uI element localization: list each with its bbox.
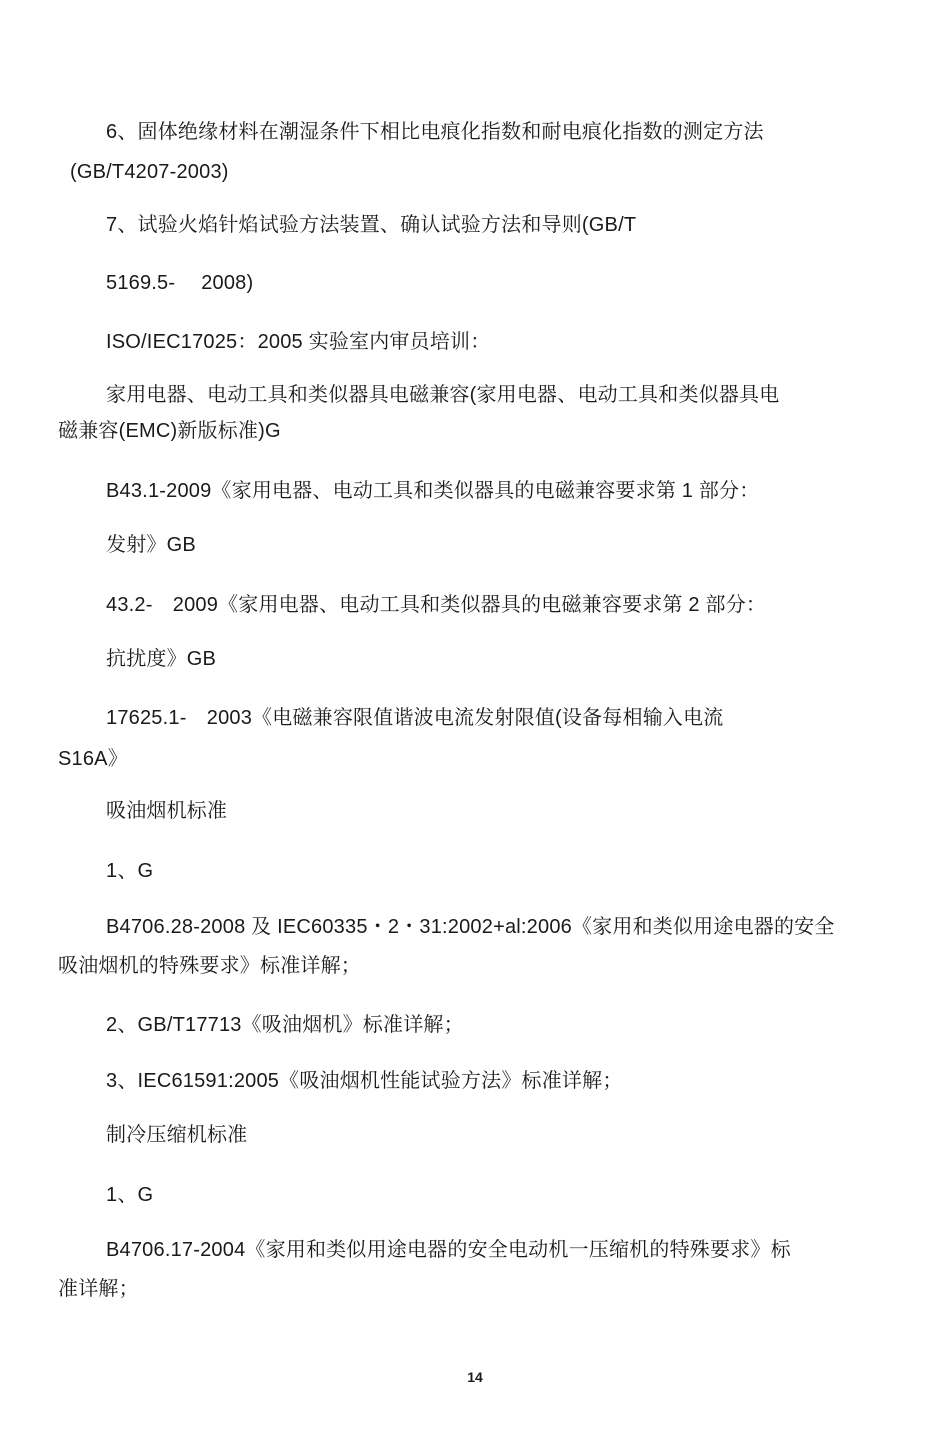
- paragraph-line: B4706.17-2004《家用和类似用途电器的安全电动机一压缩机的特殊要求》标: [106, 1239, 791, 1261]
- paragraph-line: S16A》: [58, 748, 128, 770]
- paragraph-line: B43.1-2009《家用电器、电动工具和类似器具的电磁兼容要求第 1 部分：: [106, 480, 760, 502]
- paragraph-line: 家用电器、电动工具和类似器具电磁兼容(家用电器、电动工具和类似器具电: [106, 384, 780, 406]
- paragraph-line: 1、G: [106, 1184, 154, 1206]
- section-heading: 制冷压缩机标准: [106, 1124, 248, 1146]
- paragraph-line: ISO/IEC17025：2005 实验室内审员培训：: [106, 331, 491, 353]
- paragraph-line: 17625.1- 2003《电磁兼容限值谐波电流发射限值(设备每相输入电流: [106, 707, 724, 729]
- section-heading: 吸油烟机标准: [106, 800, 228, 822]
- paragraph-line: 1、G: [106, 860, 154, 882]
- paragraph-line: 抗扰度》GB: [106, 648, 217, 670]
- paragraph-line: 7、试验火焰针焰试验方法装置、确认试验方法和导则(GB/T: [106, 214, 637, 236]
- paragraph-line: 磁兼容(EMC)新版标准)G: [58, 420, 281, 442]
- paragraph-line: B4706.28-2008 及 IEC60335・2・31:2002+al:2006《家用和类似用途电器的安全: [106, 916, 835, 938]
- paragraph-line: 3、IEC61591:2005《吸油烟机性能试验方法》标准详解；: [106, 1070, 623, 1092]
- paragraph-line: (GB/T4207-2003): [70, 161, 229, 183]
- paragraph-line: 6、固体绝缘材料在潮湿条件下相比电痕化指数和耐电痕化指数的测定方法: [106, 121, 764, 143]
- paragraph-line: 发射》GB: [106, 534, 196, 556]
- paragraph-line: 43.2- 2009《家用电器、电动工具和类似器具的电磁兼容要求第 2 部分：: [106, 594, 767, 616]
- paragraph-line: 5169.5- 2008): [106, 272, 254, 294]
- paragraph-line: 吸油烟机的特殊要求》标准详解；: [58, 955, 361, 977]
- page-number: 14: [467, 1369, 483, 1385]
- paragraph-line: 准详解；: [58, 1278, 139, 1300]
- paragraph-line: 2、GB/T17713《吸油烟机》标准详解；: [106, 1014, 464, 1036]
